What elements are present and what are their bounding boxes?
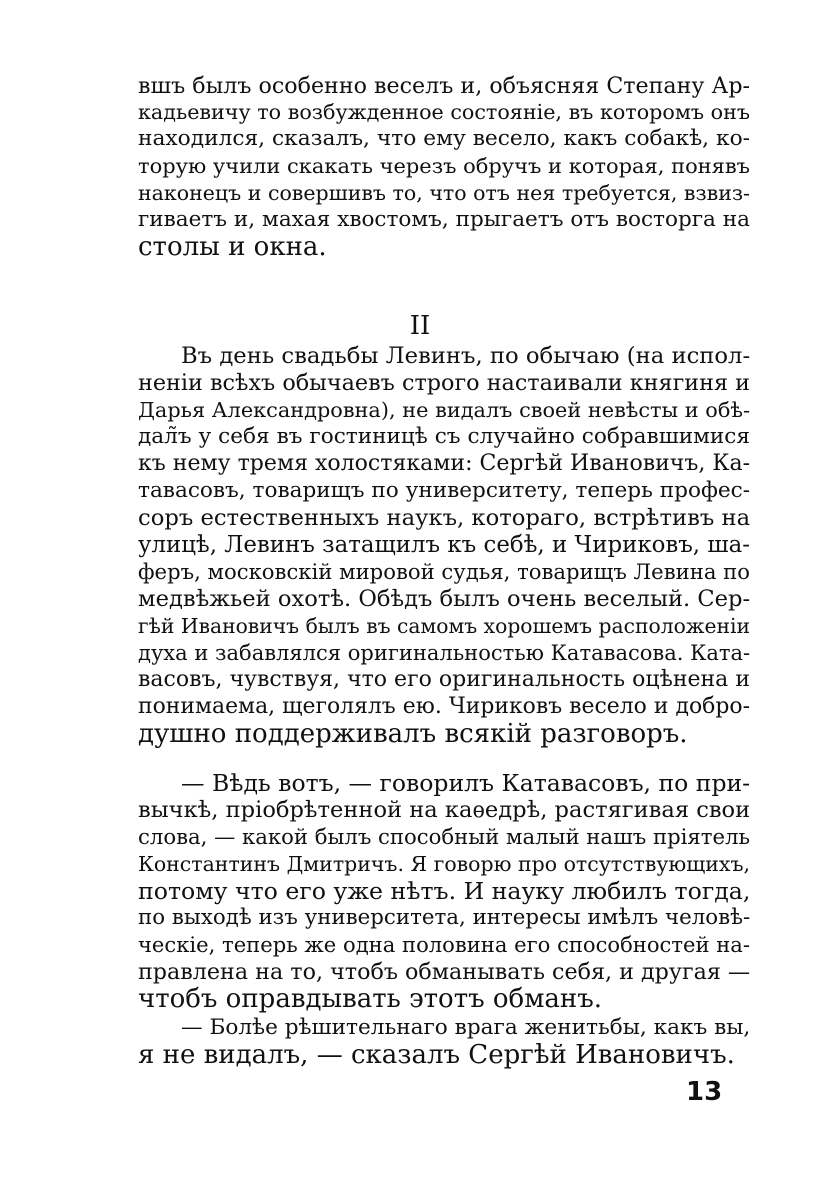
- text-line: торую учили скакать черезъ обручъ и которая, понявъ: [138, 154, 750, 178]
- text-line: къ нему тремя холостяками: Сергѣй Ивановичъ, Ка-: [138, 451, 751, 476]
- text-line: Въ день свадьбы Левинъ, по обычаю (на испол-: [181, 343, 751, 369]
- text-line: наконецъ и совершивъ то, что отъ нея требуется, взвиз-: [138, 181, 750, 205]
- text-line: улицѣ, Левинъ затащилъ къ себѣ, и Чириковъ, ша-: [138, 532, 750, 558]
- page-number: 13: [686, 1077, 723, 1107]
- text-line: ненiи всѣхъ обычаевъ строго настаивали княгиня и: [138, 370, 750, 396]
- text-line: дал̃ъ у себя въ гостиницѣ съ случайно собравшимися: [138, 424, 750, 449]
- text-line: медвѣжьей охотѣ. Обѣдъ былъ очень веселый. Сер-: [138, 586, 751, 612]
- text-line: ческiе, теперь же одна половина его способностей на-: [138, 932, 750, 957]
- text-line: правлена на то, чтобъ обманывать себя, и другая —: [138, 959, 751, 985]
- text-line: я не видалъ, — сказалъ Сергѣй Ивановичъ.: [138, 1040, 735, 1070]
- text-line: феръ, московскiй мировой судья, товарищъ Левина по: [138, 559, 750, 584]
- text-line: понимаема, щеголялъ ею. Чириковъ весело и добро-: [138, 694, 750, 719]
- text-line: душно поддерживалъ всякiй разговоръ.: [138, 719, 688, 749]
- chapter-heading: II: [409, 311, 431, 341]
- text-line: потому что его уже нѣтъ. И науку любилъ тогда,: [138, 877, 751, 905]
- text-line: Дарья Александровна), не видалъ своей невѣсты и обѣ-: [138, 398, 750, 422]
- text-line: чтобъ оправдывать этотъ обманъ.: [138, 984, 603, 1014]
- text-line: Константинъ Дмитричъ. Я говорю про отсутствующихъ,: [138, 852, 750, 876]
- text-line: вычкѣ, прiобрѣтенной на каѳедрѣ, растягивая свои: [138, 797, 751, 823]
- text-line: — Вѣдь вотъ, — говорилъ Катавасовъ, по при-: [181, 769, 751, 797]
- text-line: — Болѣе рѣшительнаго врага женитьбы, какъ вы,: [181, 1015, 751, 1040]
- text-line: духа и забавлялся оригинальностью Катавасова. Ката-: [138, 640, 751, 665]
- text-line: слова, — какой былъ способный малый нашъ прiятель: [138, 824, 751, 849]
- text-line: гиваетъ и, махая хвостомъ, прыгаетъ отъ восторга на: [138, 207, 750, 232]
- text-line: васовъ, чувствуя, что его оригинальность оцѣнена и: [138, 667, 750, 692]
- text-line: гѣй Ивановичъ былъ въ самомъ хорошемъ расположенiи: [138, 614, 750, 638]
- text-line: соръ естественныхъ наукъ, котораго, встрѣтивъ на: [138, 505, 751, 531]
- text-line: по выходѣ изъ университета, интересы имѣлъ человѣ-: [138, 905, 751, 930]
- text-line: находился, сказалъ, что ему весело, какъ собакѣ, ко-: [138, 126, 750, 151]
- text-line: тавасовъ, товарищъ по университету, теперь профес-: [138, 478, 750, 503]
- text-line: столы и окна.: [138, 232, 327, 262]
- text-line: вшъ былъ особенно веселъ и, объясняя Степану Ар-: [138, 73, 750, 99]
- text-line: кадьевичу то возбужденное состоянiе, въ которомъ онъ: [138, 100, 750, 124]
